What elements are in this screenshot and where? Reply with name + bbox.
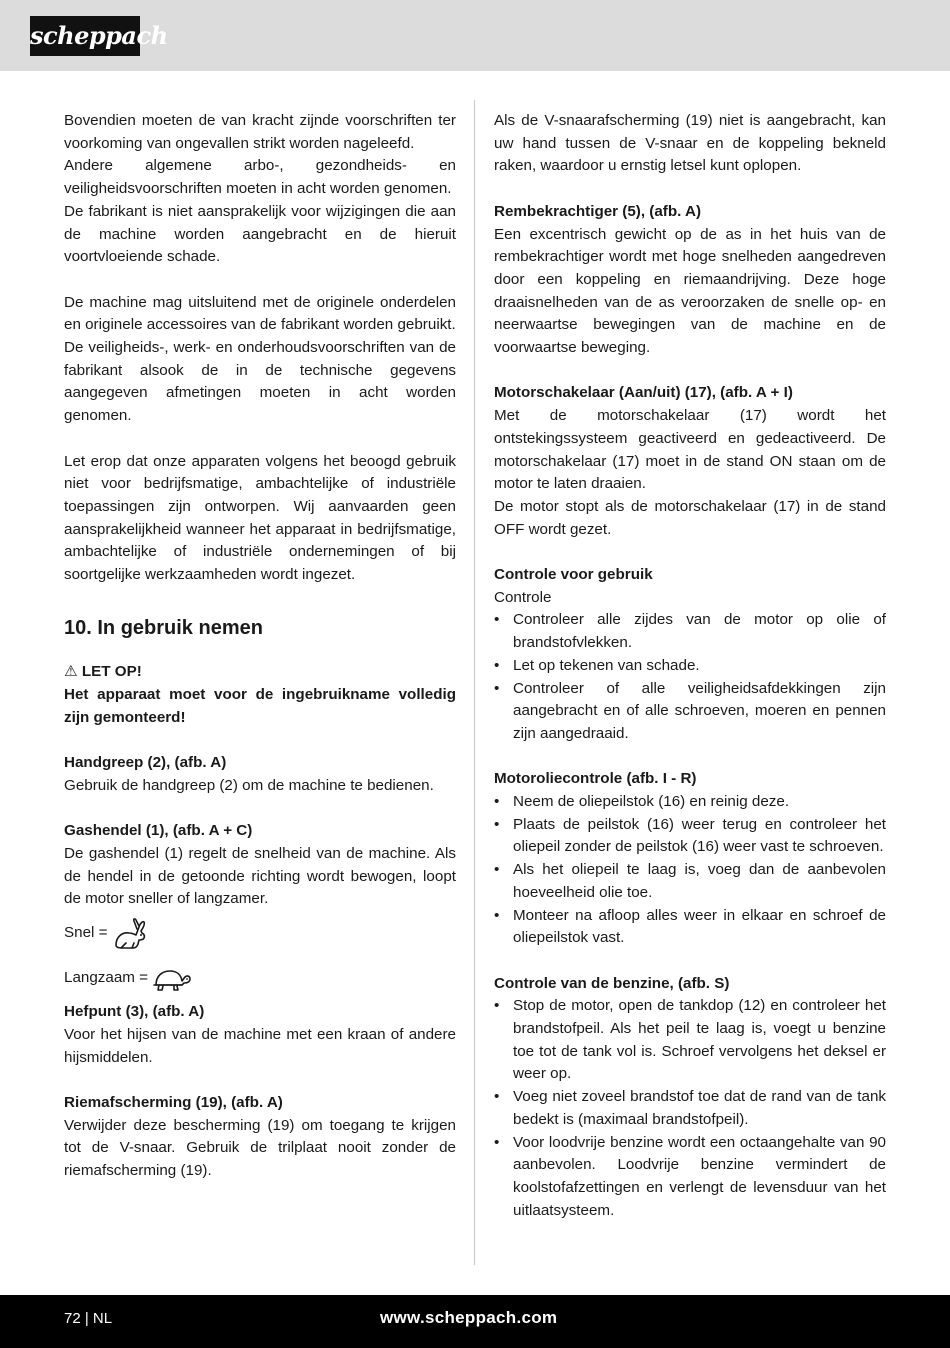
section-heading-rembekrachtiger: Rembekrachtiger (5), (afb. A) — [494, 202, 702, 220]
scheppach-logo: scheppach — [30, 16, 140, 56]
list-item: • Voeg niet zoveel brandstof toe dat de rand van de tank bedekt is (maximaal brandstofpeil). — [494, 1086, 886, 1131]
section-heading-hefpunt: Hefpunt (3), (afb. A) — [64, 1003, 205, 1021]
speed-slow-row — [64, 956, 456, 1001]
right-column — [494, 110, 886, 1222]
paragraph: Met de motorschakelaar (17) wordt het ontstekingssysteem geactiveerd en gedeactiveerd. De motorschakelaar (17) moet in de stand ON staan om de motor te laten draaien. — [494, 407, 886, 493]
list-item: • Voor loodvrije benzine wordt een octaangehalte van 90 aanbevolen. Loodvrije benzine vermindert de koolstofafzettingen en verlengt de levensduur van het uitlaatsysteem. — [494, 1132, 886, 1223]
paragraph: Gebruik de handgreep (2) om de machine te bedienen. — [64, 776, 434, 794]
list-item: • Neem de oliepeilstok (16) en reinig deze. — [494, 791, 886, 814]
section-heading-controle: Controle voor gebruik — [494, 566, 653, 584]
chapter-heading: 10. In gebruik nemen — [64, 617, 263, 640]
section-heading-riemafscherming: Riemafscherming (19), (afb. A) — [64, 1093, 283, 1111]
list-item: • Plaats de peilstok (16) weer terug en controleer het oliepeil zonder de peilstok (16) weer vast te schroeven. — [494, 814, 886, 859]
speed-fast-row — [64, 911, 456, 956]
website-url: www.scheppach.com — [380, 1308, 558, 1327]
section-heading-motorschakelaar: Motorschakelaar (Aan/uit) (17), (afb. A + I) — [494, 384, 793, 402]
paragraph: De fabrikant is niet aansprakelijk voor wijzigingen die aan de machine worden aangebracht en de hieruit voortvloeiende schade. — [64, 202, 456, 266]
paragraph: Als de V-snaarafscherming (19) niet is aangebracht, kan uw hand tussen de V-snaar en de koppeling bekneld raken, waardoor u ernstig letsel kunt oplopen. — [494, 112, 886, 175]
warning-icon: ⚠ — [64, 663, 78, 681]
langzaam-label: Langzaam = — [64, 969, 149, 987]
paragraph: Een excentrisch gewicht op de as in het huis van de rembekrachtiger wordt met hoge snelheden aangedreven door een koppeling en riemaandrijving. Deze hoge draaisnelheden van de as veroorzaken de snelle op- en neerwaartse bewegingen van de machine en de voorwaartse beweging. — [494, 225, 886, 357]
section-heading-benzine: Controle van de benzine, (afb. S) — [494, 974, 730, 992]
paragraph: De machine mag uitsluitend met de originele onderdelen en originele accessoires van de fabrikant worden gebruikt. — [64, 293, 456, 334]
paragraph: Andere algemene arbo-, gezondheids- en veiligheidsvoorschriften moeten in acht worden genomen. — [64, 157, 456, 198]
paragraph: De motor stopt als de motorschakelaar (17) in de stand OFF wordt gezet. — [494, 497, 886, 538]
list-item: • Controleer alle zijdes van de motor op olie of brandstofvlekken. — [494, 609, 886, 654]
paragraph: Controle — [494, 588, 552, 606]
rabbit-icon — [112, 917, 148, 951]
olie-list — [494, 791, 886, 950]
list-item: • Stop de motor, open de tankdop (12) en controleer het brandstofpeil. Als het peil te laag is, voegt u benzine toe tot de tank vol is. Schroef vervolgens het deksel er weer op. — [494, 995, 886, 1086]
left-column — [64, 110, 456, 1183]
page-header — [0, 0, 950, 71]
list-item: • Let op tekenen van schade. — [494, 655, 886, 678]
section-heading-gashendel: Gashendel (1), (afb. A + C) — [64, 822, 253, 840]
section-heading-motorolie: Motoroliecontrole (afb. I - R) — [494, 770, 697, 788]
turtle-icon — [152, 965, 192, 993]
paragraph: Voor het hijsen van de machine met een kraan of andere hijsmiddelen. — [64, 1025, 456, 1066]
paragraph: Let erop dat onze apparaten volgens het beoogd gebruik niet voor bedrijfsmatige, ambachtelijke of industriële toepassingen zijn ontworpen. Wij aanvaarden geen aansprakelijkheid wanneer het apparaat in bedrijfsmatige, ambachtelijke of industriële ondernemingen of bij soortgelijke werkzaamheden wordt ingezet. — [64, 452, 456, 584]
paragraph: De gashendel (1) regelt de snelheid van de machine. Als de hendel in de getoonde richting wordt bewogen, loopt de motor sneller of langzamer. — [64, 845, 456, 908]
column-divider — [474, 100, 475, 1265]
paragraph: De veiligheids-, werk- en onderhoudsvoorschriften van de fabrikant alsook de in de technische gegevens aangegeven afmetingen moeten in acht worden genomen. — [64, 339, 456, 425]
list-item: • Als het oliepeil te laag is, voeg dan de aanbevolen hoeveelheid olie toe. — [494, 859, 886, 904]
benzine-list — [494, 995, 886, 1222]
snel-label: Snel = — [64, 924, 108, 942]
warning-title: ⚠ LET OP! — [64, 663, 142, 681]
section-heading-handgreep: Handgreep (2), (afb. A) — [64, 754, 227, 772]
list-item: • Monteer na afloop alles weer in elkaar en schroef de oliepeilstok vast. — [494, 905, 886, 950]
warning-text: Het apparaat moet voor de ingebruikname volledig zijn gemonteerd! — [64, 686, 456, 726]
paragraph: Bovendien moeten de van kracht zijnde voorschriften ter voorkoming van ongevallen strikt worden nageleefd. — [64, 112, 456, 152]
page-number: 72 | NL — [64, 1310, 113, 1327]
paragraph: Verwijder deze bescherming (19) om toegang te krijgen tot de V-snaar. Gebruik de trilplaat nooit zonder de riemafscherming (19). — [64, 1116, 456, 1180]
controle-list — [494, 609, 886, 745]
list-item: • Controleer of alle veiligheidsafdekkingen zijn aangebracht en of alle schroeven, moeren en pennen zijn aangedraaid. — [494, 678, 886, 746]
page-footer — [0, 1295, 950, 1348]
